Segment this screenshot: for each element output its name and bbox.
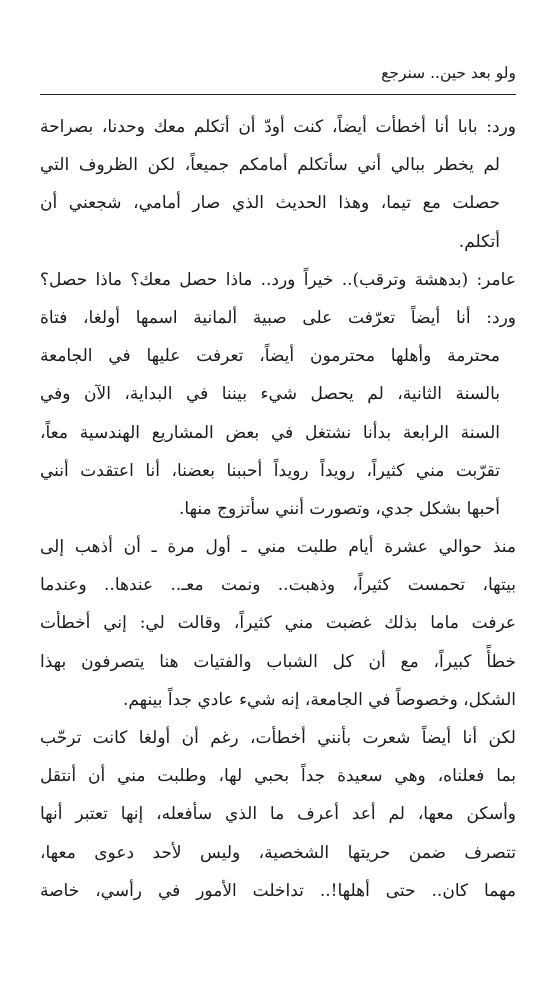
text-line: بما فعلناه، وهي سعيدة جداً بحبي لها، وطلبت مني أن أنتقل — [40, 766, 516, 787]
text-line: عرفت ماما بذلك غضبت مني كثيراً، وقالت لي: إني أخطأت — [40, 613, 516, 634]
text-line: تقرّبت مني كثيراً، رويداً رويداً أحببنا بعضنا، أنا اعتقدت أنني — [40, 460, 500, 481]
running-header: ولو بعد حين.. سنرجع — [381, 64, 516, 82]
text-line: وأسكن معها، لم أعد أعرف ما الذي سأفعله، إنها تعتبر أنها — [40, 804, 516, 825]
text-line: محترمة وأهلها محترمون أيضاً، تعرفت عليها في الجامعة — [40, 346, 500, 367]
text-line: لم يخطر ببالي أني سأتكلم أمامكم جميعاً، لكن الظروف التي — [40, 155, 500, 176]
text-line: خطأً كبيراً، مع أن كل الشباب والفتيات هنا يتصرفون بهذا — [40, 651, 516, 672]
header-rule — [40, 94, 516, 95]
text-line: ورد: أنا أيضاً تعرّفت على صبية ألمانية اسمها أولغا، فتاة — [40, 307, 516, 328]
text-line: بيتها، تحمست كثيراً، وذهبت.. ونمت معـ.. عندها.. وعندما — [40, 575, 516, 596]
text-line: الشكل، وخصوصاً في الجامعة، إنه شيء عادي جداً بينهم. — [122, 689, 516, 710]
text-line: مهما كان.. حتى أهلها!.. تداخلت الأمور في رأسي، خاصة — [40, 880, 516, 901]
text-line: أحبها بشكل جدي، وتصورت أنني سأتزوج منها. — [179, 498, 500, 519]
text-line: السنة الرابعة بدأنا نشتغل في بعض المشاريع الهندسية معاً، — [40, 422, 500, 443]
text-line: منذ حوالي عشرة أيام طلبت مني ـ أول مرة ـ أن أذهب إلى — [40, 537, 516, 558]
text-line: أتكلم. — [458, 231, 500, 252]
text-line: لكن أنا أيضاً شعرت بأنني أخطأت، رغم أن أولغا كانت ترحّب — [40, 728, 516, 748]
page-body — [40, 108, 516, 910]
text-line: عامر: (بدهشة وترقب).. خيراً ورد.. ماذا حصل معك؟ ماذا حصل؟ — [40, 269, 516, 290]
text-line: بالسنة الثانية، لم يحصل شيء بيننا في البداية، الآن وفي — [40, 384, 500, 405]
text-line: تتصرف ضمن حريتها الشخصية، وليس لأحد دعوى معها، — [40, 842, 516, 863]
text-line: ورد: بابا أنا أخطأت أيضاً، كنت أودّ أن أتكلم معك وحدنا، بصراحة — [40, 117, 516, 137]
text-line: حصلت مع تيما، وهذا الحديث الذي صار أمامي، شجعني أن — [40, 193, 500, 214]
